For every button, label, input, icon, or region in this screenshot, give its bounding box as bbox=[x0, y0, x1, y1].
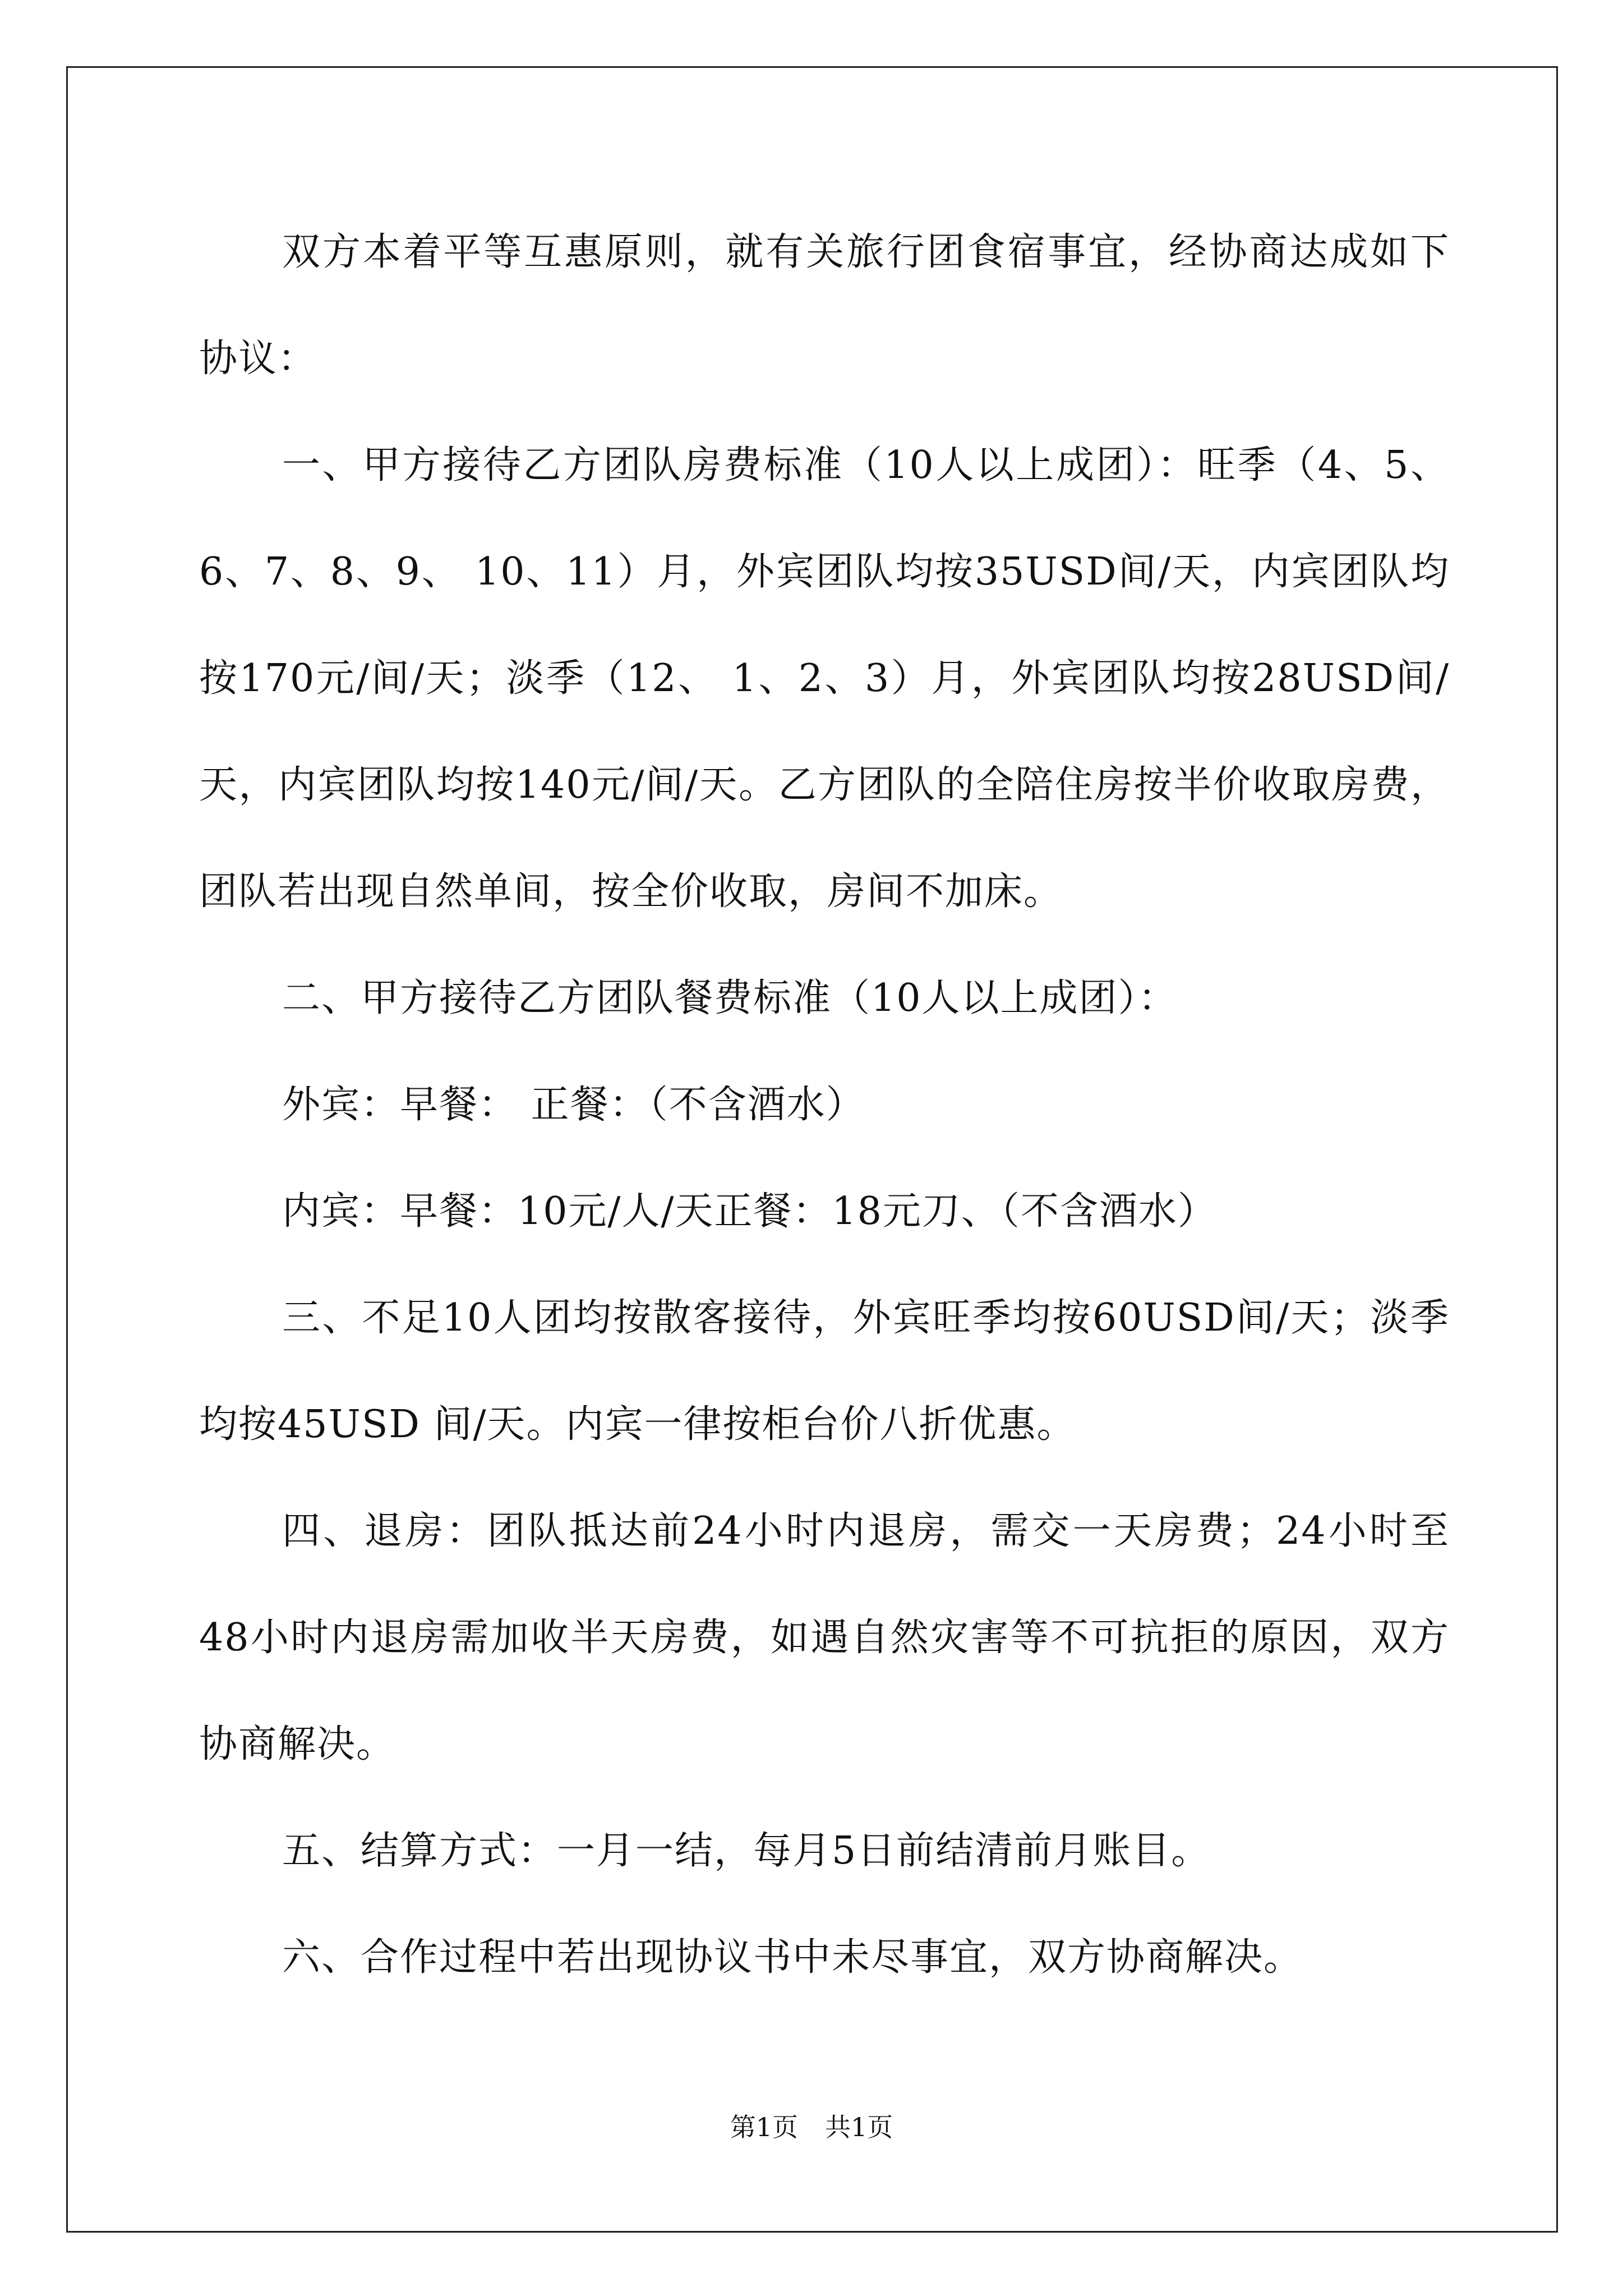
paragraph-domestic-meals: 内宾：早餐：10元/人/天正餐：18元刀、（不含酒水） bbox=[282, 1189, 1217, 1234]
paragraph-intro: 双方本着平等互惠原则，就有关旅行团食宿事宜，经协商达成如下协议： bbox=[199, 230, 1450, 381]
paragraph-meal-rates: 二、甲方接待乙方团队餐费标准（10人以上成团）： bbox=[282, 976, 1178, 1020]
paragraph-room-rates: 一、甲方接待乙方团队房费标准（10人以上成团）：旺季（4、5、6、7、8、9、 10、11）月，外宾团队均按35USD间/天，内宾团队均按170元/间/天；淡季（12、 1、2、3）月，外宾团队均按28USD间/天，内宾团队均按140元/间/天。乙方团队的全陪住房按半价收取房费，团队若出现自然单间，按全价收取，房间不加床。 bbox=[199, 443, 1450, 914]
paragraph-other-matters: 六、合作过程中若出现协议书中未尽事宜，双方协商解决。 bbox=[282, 1935, 1303, 1980]
paragraph-cancellation: 四、退房：团队抵达前24小时内退房，需交一天房费；24小时至48小时内退房需加收半天房费，如遇自然灾害等不可抗拒的原因，双方协商解决。 bbox=[199, 1509, 1450, 1766]
paragraph-settlement: 五、结算方式：一月一结，每月5日前结清前月账目。 bbox=[282, 1829, 1211, 1873]
document-body bbox=[199, 199, 1450, 2011]
page-count: 共1页 bbox=[825, 2112, 893, 2142]
page-number: 第1页 bbox=[730, 2112, 798, 2142]
page-footer bbox=[0, 2110, 1623, 2144]
paragraph-small-groups: 三、不足10人团均按散客接待，外宾旺季均按60USD间/天；淡季均按45USD 间/天。内宾一律按柜台价八折优惠。 bbox=[199, 1296, 1450, 1447]
paragraph-foreign-meals: 外宾：早餐： 正餐：（不含酒水） bbox=[282, 1083, 865, 1127]
